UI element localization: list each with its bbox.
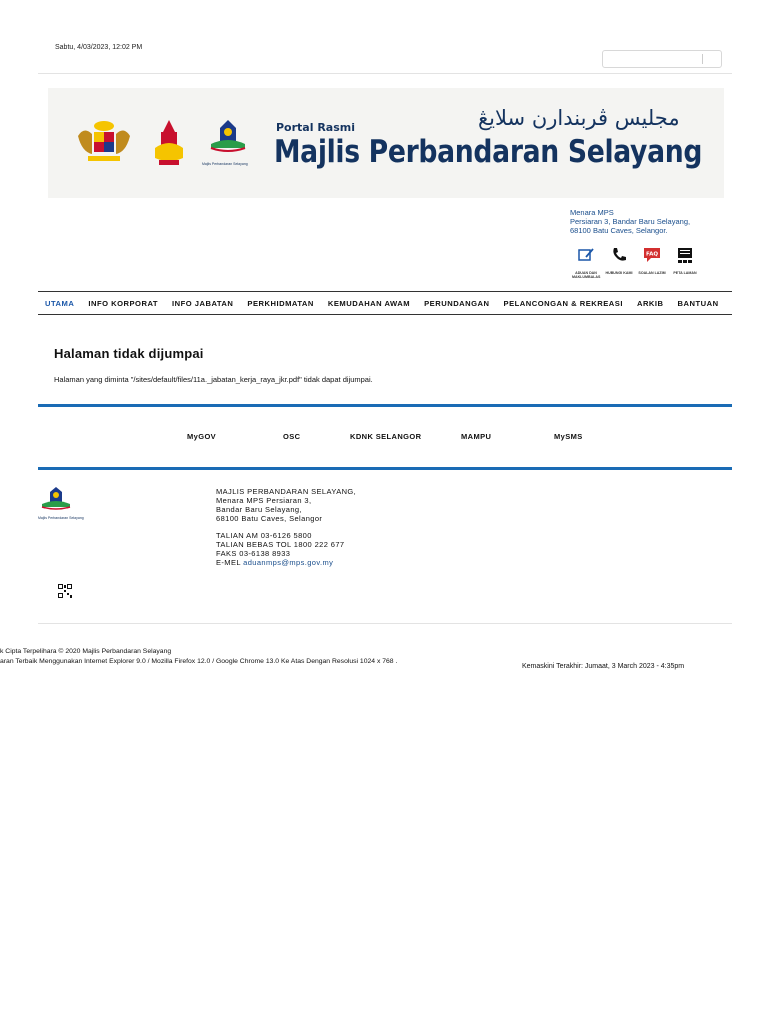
footer-logo-caption: Majlis Perbandaran Selayang: [38, 516, 84, 520]
error-message: Halaman yang diminta "/sites/default/files/11a._jabatan_kerja_raya_jkr.pdf" tidak dapat dijumpai.: [54, 375, 373, 384]
quick-link-label: PETA LAMAN: [673, 271, 697, 275]
last-updated-text: Kemaskini Terakhir: Jumaat, 3 March 2023 - 4:35pm: [522, 663, 685, 670]
quick-link-label: HUBUNGI KAMI: [605, 271, 633, 275]
footer-link-mampu[interactable]: MAMPU: [461, 432, 492, 441]
quick-link-faq[interactable]: [638, 246, 666, 275]
nav-item-pelancongan[interactable]: PELANCONGAN & REKREASI: [503, 298, 623, 308]
faq-icon: [643, 246, 661, 264]
footer-phone: TALIAN AM 03-6126 5800: [216, 531, 312, 540]
footer-spacer: [216, 523, 356, 531]
nav-item-info-jabatan[interactable]: INFO JABATAN: [172, 298, 234, 308]
footer-link-kdnk[interactable]: KDNK SELANGOR: [350, 432, 422, 441]
footer-link-osc[interactable]: OSC: [283, 432, 301, 441]
search-input[interactable]: [602, 50, 722, 68]
search-divider: [702, 54, 703, 64]
complaint-icon: [577, 246, 595, 264]
portal-label: Portal Rasmi: [276, 121, 355, 134]
qr-code-icon[interactable]: [58, 584, 72, 598]
footer-divider: [38, 623, 732, 624]
phone-icon: [610, 246, 628, 264]
footer-address: [216, 487, 356, 567]
page-title: Halaman tidak dijumpai: [54, 346, 204, 361]
footer-fax: FAKS 03-6138 8933: [216, 549, 291, 558]
address-line-2: Persiaran 3, Bandar Baru Selayang,: [570, 217, 691, 226]
copyright-block: [0, 647, 397, 667]
quick-link-label: SOALAN LAZIM: [638, 271, 666, 275]
footer-link-mysms[interactable]: MySMS: [554, 432, 583, 441]
footer-links-top-rule: [38, 404, 732, 407]
site-banner[interactable]: [48, 88, 724, 198]
quick-link-complaint[interactable]: [572, 246, 600, 279]
header-divider: [38, 73, 732, 74]
nav-item-arkib[interactable]: ARKIB: [636, 298, 664, 308]
main-navigation: [38, 291, 732, 315]
org-name-jawi: مجليس ڤربندارن سلايڠ: [478, 106, 680, 130]
nav-item-bantuan[interactable]: BANTUAN: [677, 298, 719, 308]
address-line-1: Menara MPS: [570, 208, 614, 217]
address-line-3: 68100 Batu Caves, Selangor.: [570, 226, 668, 235]
quick-link-label: ADUAN DAN MAKLUMBALAS: [572, 271, 601, 279]
footer-email-link[interactable]: aduanmps@mps.gov.my: [243, 558, 334, 567]
mps-logo-caption: Majlis Perbandaran Selayang: [202, 162, 248, 166]
nav-item-perkhidmatan[interactable]: PERKHIDMATAN: [247, 298, 314, 308]
nav-item-utama[interactable]: UTAMA: [45, 298, 75, 308]
footer-addr-line-2: Bandar Baru Selayang,: [216, 505, 302, 514]
footer-mps-logo: [38, 486, 74, 514]
datetime-text: Sabtu, 4/03/2023, 12:02 PM: [55, 44, 143, 51]
selangor-crest-logo: [149, 118, 189, 170]
quick-link-sitemap[interactable]: [671, 246, 699, 275]
footer-addr-line-3: 68100 Batu Caves, Selangor: [216, 514, 323, 523]
nav-item-info-korporat[interactable]: INFO KORPORAT: [88, 298, 158, 308]
footer-links-bottom-rule: [38, 467, 732, 470]
nav-item-perundangan[interactable]: PERUNDANGAN: [424, 298, 490, 308]
footer-tollfree: TALIAN BEBAS TOL 1800 222 677: [216, 540, 345, 549]
footer-link-mygov[interactable]: MyGOV: [187, 432, 217, 441]
sitemap-icon: [676, 246, 694, 264]
footer-addr-line-1: Menara MPS Persiaran 3,: [216, 496, 312, 505]
quick-link-contact[interactable]: [605, 246, 633, 275]
org-name-title: Majlis Perbandaran Selayang: [274, 134, 703, 170]
svg-text:FAQ: FAQ: [645, 251, 659, 258]
footer-email-label: E-MEL: [216, 558, 241, 567]
footer-org-name: MAJLIS PERBANDARAN SELAYANG,: [216, 487, 357, 496]
header-address: [570, 208, 690, 235]
mps-logo: [205, 118, 251, 162]
nav-item-kemudahan-awam[interactable]: KEMUDAHAN AWAM: [327, 298, 411, 308]
copyright-text: k Cipta Terpelihara © 2020 Majlis Perbandaran Selayang: [0, 648, 172, 655]
browser-note: aran Terbaik Menggunakan Internet Explorer 9.0 / Mozilla Firefox 12.0 / Google Chrome 13.0 Ke Atas Dengan Resolusi 1024 x 768 .: [0, 658, 398, 665]
malaysia-coat-of-arms-logo: [74, 118, 134, 168]
footer-email-row: [216, 558, 356, 567]
